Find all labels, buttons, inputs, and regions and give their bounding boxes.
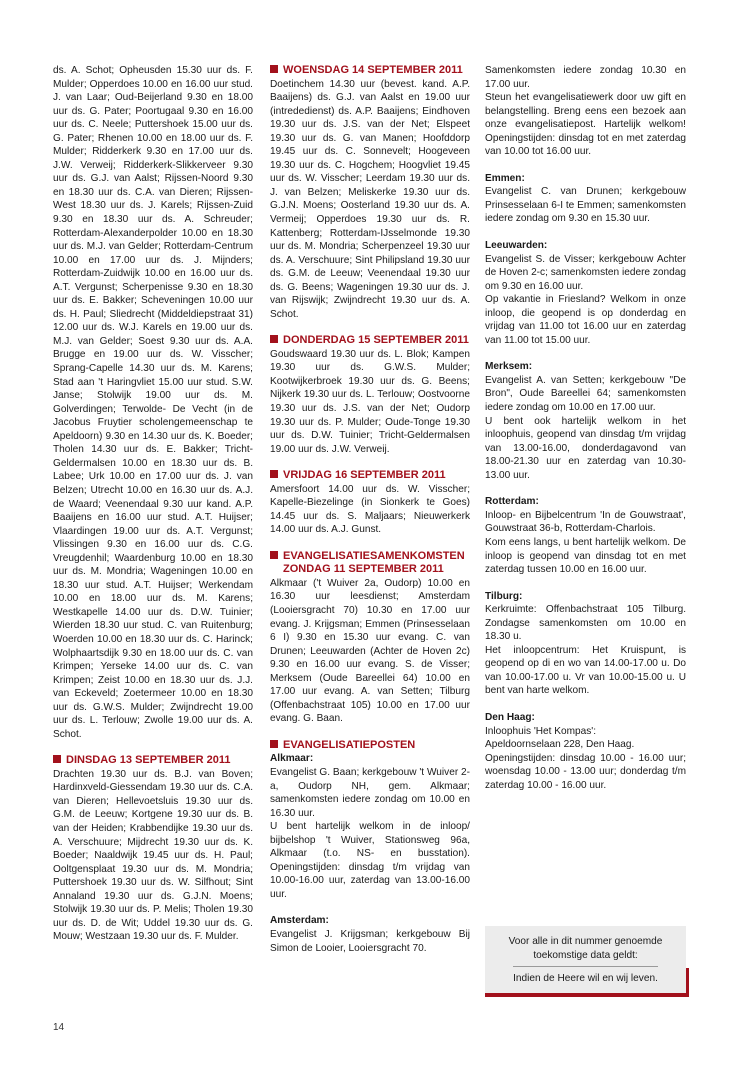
section-heading-text: DONDERDAG 15 SEPTEMBER 2011: [283, 334, 469, 347]
section-heading-text: WOENSDAG 14 SEPTEMBER 2011: [283, 64, 463, 76]
post-label-merksem: Merksem:: [485, 361, 533, 373]
sunday-services-continued: ds. A. Schot; Opheusden 15.30 uur ds. F. Mulder; Opperdoes 10.00 en 16.00 uur stud. J. van Laar; Oud-Beijerland 9.30 en 18.00 uur ds. G. Pater; Poortugaal 9.30 en 16.00 uur ds. C. Neele; Puttershoek 15.00 uur ds. G. Pater; Rhenen 10.00 en 18.00 uur ds. F. Mulder; Ridderkerk 9.30 en 17.00 uur ds. J.W. Verweij; Ridderkerk-Slikkerveer 9.30 uur ds. G.J. van Aalst; Rijssen-Noord 9.30 en 18.30 uur ds. C.A. van Dieren; Rijssen-West 18.30 uur ds. J. Karels; Rijssen-Zuid 9.30 en 18.30 uur ds. A. Schreuder; Rotterdam-Alexanderpolder 10.00 en 18.30 uur ds. M.J. van Gelder; Rotterdam-Centrum 10.00 en 17.00 uur ds. J. Mijnders; Rotterdam-Zuidwijk 10.00 en 16.00 uur ds. A.T. Vergunst; Scherpenisse 9.30 en 18.30 uur ds. E. Bakker; Scheveningen 10.00 uur ds. H. Paul; Sliedrecht (Middeldiepstraat 31) 12.00 uur ds. W.J. Karels en 19.00 uur ds. M.J. van Gelder; Soest 9.30 uur ds. A.A. Brugge en 19.00 uur ds. W. Visscher; Sprang-Capelle 14.30 uur ds. M. Karens; Stad aan 't Haringvliet 15.00 uur stud. S.W. Janse; Stolwijk 19.00 uur ds. M. Golverdingen; Terwolde- De Vecht (in de Jacobus Fruytier scholengemeenschap te Apeldoorn) 9.30 en 14.30 uur ds. K. Boeder; Tholen 14.30 uur ds. E. Bakker; Tricht-Geldermalsen 10.00 en 18.30 uur ds. B. Labee; Urk 10.00 en 17.00 uur ds. J. van Belzen; Utrecht 10.00 en 16.30 uur ds. A.J. de Waard; Veenendaal 9.30 uur kand. A.P. Baaijens en 16.00 uur stud. A.T. Huijser; Vlaardingen 19.00 uur ds. A.T. Vergunst; Vlissingen 9.30 en 16.00 uur ds. C.G. Vreugdenhil; Waardenburg 10.00 en 18.30 uur ds. M. Mondria; Wageningen 10.00 en 18.30 uur stud. A.T. Huijser; Werkendam 10.00 en 18.00 uur ds. M. Karens; Westkapelle 14.00 uur ds. D.W. Tuinier; Wierden 18.30 uur stud. C. van Ruitenburg; Woerden 10.00 en 18.30 uur ds. C. Harinck; Wolphaartsdijk 9.30 en 18.00 uur ds. C. van Krimpen; Yerseke 14.00 uur ds. C. van Krimpen; Zeist 10.00 en 18.30 uur ds. J.J. van Eckeveld; Zoetermeer 10.00 en 18.30 uur ds. G.W.S. Mulder; Zwijndrecht 19.00 uur ds. L. Terlouw; Zwolle 19.00 uur ds. A. Schot.: [53, 65, 253, 740]
post-rotterdam-info: Inloop- en Bijbelcentrum 'In de Gouwstraat', Gouwstraat 36-b, Rotterdam-Charlois.: [485, 509, 686, 535]
square-bullet-icon: [270, 551, 278, 559]
woensdag-services: Doetinchem 14.30 uur (bevest. kand. A.P. Baaijens) ds. G.J. van Aalst en 19.00 uur (intrededienst) ds. A.P. Baaijens; Eindhoven 19.30 uur ds. J.S. van der Net; Elspeet 19.30 uur ds. G. van Manen; Hoofddorp 19.45 uur ds. C. Sonnevelt; Hoogeveen 19.30 uur ds. C. Hogchem; Hoogvliet 19.45 uur ds. W. Visscher; Leerdam 19.30 uur ds. J. van Belzen; Meliskerke 19.30 uur ds. G.J.N. Moens; Oosterland 19.30 uur ds. A. Vermeij; Opperdoes 19.30 uur ds. R. Kattenberg; Rotterdam-IJsselmonde 19.30 uur ds. M. Mondria; Scherpenzeel 19.30 uur ds. A. Verschuure; Sint Philipsland 19.30 uur ds. G.M. de Leeuw; Veenendaal 19.30 uur ds. G. Beens; Wageningen 19.30 uur ds. J. van Rijswijk; Zwijndrecht 19.30 uur ds. A. Schot.: [270, 78, 470, 320]
donderdag-services: Goudswaard 19.30 uur ds. L. Blok; Kampen 19.30 uur ds. G.W.S. Mulder; Kootwijkerbroek 19.30 uur ds. G. Beens; Nijkerk 19.30 uur ds. L. Terlouw; Oostvoorne 19.30 uur ds. J.S. van der Net; Oudorp 19.30 uur ds. P. Mulder; Oude-Tonge 19.30 uur ds. D.W. Tuinier; Tricht-Geldermalsen 19.00 uur ds. J.W. Verweij.: [270, 348, 470, 455]
post-leeuwarden-inloop: Op vakantie in Friesland? Welkom in onze inloop, die geopend is op donderdag en vrijdag van 11.00 tot 16.00 uur en zaterdag van 11.00 tot 15.00 uur.: [485, 294, 686, 346]
post-rotterdam-inloop: Kom eens langs, u bent hartelijk welkom. De inloop is geopend van dinsdag tot en met zaterdag tussen 10.00 en 16.00 uur.: [485, 536, 686, 576]
section-heading-text: EVANGELISATIESAMENKOMSTEN: [283, 549, 465, 562]
post-label-amsterdam: Amsterdam:: [270, 915, 329, 927]
section-heading-dinsdag: [53, 754, 253, 768]
section-heading-text: VRIJDAG 16 SEPTEMBER 2011: [283, 469, 446, 482]
post-merksem-inloop: U bent ook hartelijk welkom in het inloophuis, geopend van dinsdag t/m vrijdag van 13.00-16.00, donderdagavond van 18.00-21.30 uur en zaterdag van 10.30-13.00 uur.: [485, 415, 686, 481]
post-amsterdam-oproep: Steun het evangelisatiewerk door uw gift en belangstelling. Breng eens een bezoek aan onze evangelisatiepost. Hartelijk welkom! Openingstijden: dinsdag tot en met zaterdag van 10.00 tot 16.00 uur.: [485, 92, 686, 158]
post-merksem-info: Evangelist A. van Setten; kerkgebouw "De Bron", Oude Bareellei 64; samenkomsten iedere zondag om 10.00 en 17.00 uur.: [485, 374, 686, 414]
post-amsterdam-samenkomsten: Samenkomsten iedere zondag 10.30 en 17.00 uur.: [485, 65, 686, 90]
section-subheading-text: ZONDAG 11 SEPTEMBER 2011: [283, 563, 444, 576]
evangelisatie-services: Alkmaar ('t Wuiver 2a, Oudorp) 10.00 en 16.30 uur leesdienst; Amsterdam (Looiersgracht 70) 10.30 en 17.00 uur evang. J. Krijgsman; Emmen (Prinsesselaan 6 I) 9.30 en 15.30 uur evang. C. van Drunen; Leeuwarden (Achter de Hoven 2c) 9.30 en 16.00 uur evang. S. de Visser; Merksem (Oude Bareellei 64) 10.00 en 17.00 uur evang. A. van Setten; Tilburg (Offenbachstraat 105) 10.00 en 17.00 uur evang. G. Baan.: [270, 577, 470, 725]
dinsdag-services: Drachten 19.30 uur ds. B.J. van Boven; Hardinxveld-Giessendam 19.30 uur ds. C.A. van Dieren; Hellevoetsluis 19.30 uur ds. G.M. de Leeuw; Kortgene 19.30 uur ds. B. van der Heiden; Krabbendijke 19.30 uur ds. A. Verschuure; Mijdrecht 19.30 uur ds. K. Boeder; Naaldwijk 19.45 uur ds. H. Paul; Ooltgensplaat 19.30 uur ds. M. Mondria; Puttershoek 19.30 uur ds. W. Silfhout; Sint Annaland 19.30 uur ds. G.J.N. Moens; Stolwijk 19.30 uur ds. P. Melis; Tholen 19.30 uur ds. D. de Wit; Uddel 19.30 uur ds. G. Mouw; Westzaan 19.30 uur ds. F. Mulder.: [53, 768, 253, 943]
section-heading-text: DINSDAG 13 SEPTEMBER 2011: [66, 754, 231, 767]
column-left: [53, 64, 253, 944]
post-tilburg-inloop: Het inloopcentrum: Het Kruispunt, is geopend op di en wo van 14.00-17.00 u. Do van 10.00-17.00 u. Vr van 10.00-15.00 u. U bent van harte welkom.: [485, 644, 686, 697]
callout-line-1: Voor alle in dit nummer genoemde toekomstige data geldt:: [508, 936, 663, 961]
page-number: 14: [53, 1022, 65, 1033]
post-tilburg-info: Kerkruimte: Offenbachstraat 105 Tilburg. Zondagse samenkomsten om 10.00 en 18.30 u.: [485, 604, 686, 643]
post-den-haag-address: Apeldoornselaan 228, Den Haag.: [485, 739, 635, 751]
square-bullet-icon: [270, 470, 278, 478]
square-bullet-icon: [270, 335, 278, 343]
post-leeuwarden-info: Evangelist S. de Visser; kerkgebouw Achter de Hoven 2-c; samenkomsten iedere zondag om 9.30 en 16.00 uur.: [485, 253, 686, 292]
section-heading-text: EVANGELISATIEPOSTEN: [283, 738, 416, 751]
callout-accent-bar-right: [686, 968, 689, 997]
section-heading-vrijdag: [270, 469, 470, 483]
post-alkmaar-inloop: U bent hartelijk welkom in de inloop/ bijbelshop 't Wuiver, Stationsweg 96a, Alkmaar (t.o. NS- en busstation). Openingstijden: dinsdag t/m vrijdag van 10.00-16.00 uur, zaterdag van 13.00-16.00 uur.: [270, 821, 470, 900]
post-label-emmen: Emmen:: [485, 172, 525, 184]
post-amsterdam-info: Evangelist J. Krijgsman; kerkgebouw Bij Simon de Looier, Looiersgracht 70.: [270, 928, 470, 954]
vrijdag-services: Amersfoort 14.00 uur ds. W. Visscher; Kapelle-Biezelinge (in Sionkerk te Goes) 14.45 uur ds. S. Maljaars; Nieuwerkerk 14.00 uur ds. A.J. Gunst.: [270, 483, 470, 536]
post-label-alkmaar: Alkmaar:: [270, 753, 314, 765]
section-heading-evangelisatiesamenkomsten: [270, 550, 470, 577]
section-heading-woensdag: [270, 64, 470, 78]
post-label-rotterdam: Rotterdam:: [485, 496, 539, 508]
column-middle: [270, 64, 470, 955]
section-heading-evangelisatieposten: [270, 739, 470, 753]
square-bullet-icon: [270, 65, 278, 73]
post-label-tilburg: Tilburg:: [485, 590, 523, 602]
post-emmen-info: Evangelist C. van Drunen; kerkgebouw Prinsesselaan 6-I te Emmen; samenkomsten iedere zondag om 9.30 en 15.30 uur.: [485, 186, 686, 225]
post-label-leeuwarden: Leeuwarden:: [485, 240, 548, 252]
section-heading-donderdag: [270, 334, 470, 348]
callout-accent-bar-bottom: [485, 993, 689, 997]
callout-line-2: Indien de Heere wil en wij leven.: [513, 973, 658, 984]
square-bullet-icon: [270, 740, 278, 748]
square-bullet-icon: [53, 755, 61, 763]
column-right: [485, 64, 686, 792]
post-den-haag-hours: Openingstijden: dinsdag 10.00 - 16.00 uur; woensdag 10.00 - 13.00 uur; donderdag t/m zaterdag 10.00 - 16.00 uur.: [485, 752, 686, 791]
post-den-haag-name: Inloophuis 'Het Kompas':: [485, 725, 597, 737]
post-label-den-haag: Den Haag:: [485, 711, 535, 723]
callout-box: [485, 926, 686, 993]
callout-divider: [513, 966, 658, 967]
post-alkmaar-info: Evangelist G. Baan; kerkgebouw 't Wuiver 2-a, Oudorp NH, gem. Alkmaar; samenkomsten iedere zondag om 10.00 en 16.30 uur.: [270, 766, 470, 819]
